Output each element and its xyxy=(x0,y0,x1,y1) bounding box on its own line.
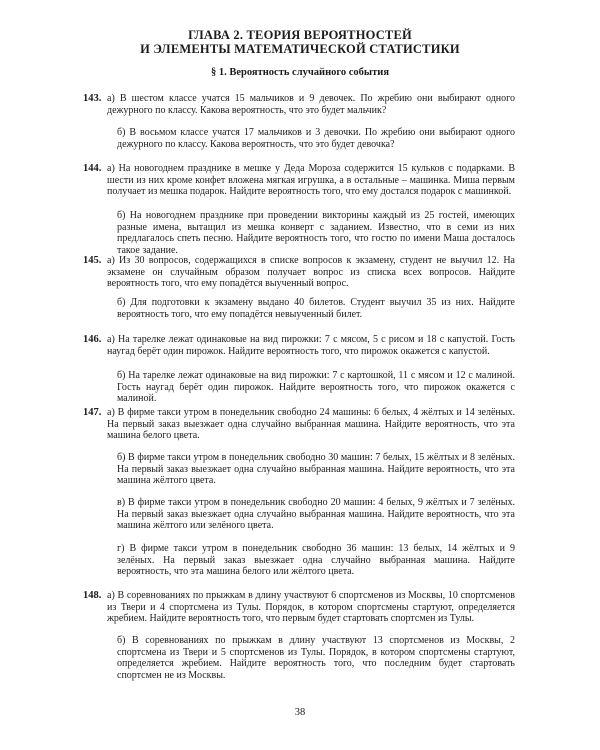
chapter-title xyxy=(0,28,600,56)
problem-number-144: 144. xyxy=(83,163,102,174)
problem-148-b: б) В соревнованиях по прыжкам в длину участвуют 13 спортсменов из Москвы, 2 спортсмена из Твери и 5 спортсменов из Тулы. Порядок, в котором спортсмены стартуют, определяется жребием. Найдите вероятность того, что последним будет стартовать спортсмен не из Москвы. xyxy=(117,635,515,681)
chapter-title-line1: ГЛАВА 2. ТЕОРИЯ ВЕРОЯТНОСТЕЙ xyxy=(188,28,412,42)
problem-147-c: в) В фирме такси утром в понедельник свободно 20 машин: 4 белых, 9 жёлтых и 7 зелёных. На первый заказ выезжает одна случайно выбранная машина. Найдите вероятность, что эта машина жёлтого или зелёного цвета. xyxy=(117,497,515,532)
problem-number-146: 146. xyxy=(83,334,102,345)
section-title: § 1. Вероятность случайного события xyxy=(210,67,389,78)
problem-146-b: б) На тарелке лежат одинаковые на вид пирожки: 7 с картошкой, 11 с мясом и 12 с малиной. Гость наугад берёт один пирожок. Найдите вероятность того, что пирожок окажется с малиной. xyxy=(117,370,515,405)
problem-144-b: б) На новогоднем празднике при проведении викторины каждый из 25 гостей, имеющих разные имена, вытащил из мешка конверт с заданием. Известно, что в семи из них предлагалось спеть песню. Найдите вероятность того, что гостю по имени Маша досталось такое задание. xyxy=(117,210,515,256)
problem-number-148: 148. xyxy=(83,590,102,601)
problem-number-147: 147. xyxy=(83,407,102,418)
problem-145-a: а) Из 30 вопросов, содержащихся в списке вопросов к экзамену, студент не выучил 12. На экзамене он случайным образом получает вопрос из списка всех вопросов. Найдите вероятность того, что ему попадётся выученный вопрос. xyxy=(107,255,515,290)
page-number: 38 xyxy=(294,707,306,718)
problem-147-d: г) В фирме такси утром в понедельник свободно 36 машин: 13 белых, 14 жёлтых и 9 зелёных. На первый заказ выезжает одна случайно выбранная машина. Найдите вероятность, что эта машина белого или жёлтого цвета. xyxy=(117,543,515,578)
problem-number-143: 143. xyxy=(83,93,102,104)
problem-number-145: 145. xyxy=(83,255,102,266)
problem-145-b: б) Для подготовки к экзамену выдано 40 билетов. Студент выучил 35 из них. Найдите вероятность того, что ему попадётся невыученный билет. xyxy=(117,297,515,320)
problem-143-a: а) В шестом классе учатся 15 мальчиков и 9 девочек. По жребию они выбирают одного дежурного по классу. Какова вероятность, что это будет мальчик? xyxy=(107,93,515,116)
problem-147-a: а) В фирме такси утром в понедельник свободно 24 машины: 6 белых, 4 жёлтых и 14 зелёных. На первый заказ выезжает одна случайно выбранная машина. Найдите вероятность, что эта машина белого цвета. xyxy=(107,407,515,442)
problem-146-a: а) На тарелке лежат одинаковые на вид пирожки: 7 с мясом, 5 с рисом и 18 с капустой. Гость наугад берёт один пирожок. Найдите вероятность того, что пирожок окажется с капустой. xyxy=(107,334,515,357)
problem-148-a: а) В соревнованиях по прыжкам в длину участвуют 6 спортсменов из Москвы, 10 спортсменов из Твери и 4 спортсмена из Тулы. Порядок, в котором спортсмены стартуют, определяется жребием. Найдите вероятность того, что первым будет стартовать спортсмен из Тулы. xyxy=(107,590,515,625)
problem-143-b: б) В восьмом классе учатся 17 мальчиков и 3 девочки. По жребию они выбирают одного дежурного по классу. Какова вероятность, что это будет девочка? xyxy=(117,127,515,150)
problem-147-b: б) В фирме такси утром в понедельник свободно 30 машин: 7 белых, 15 жёлтых и 8 зелёных. На первый заказ выезжает одна случайно выбранная машина. Найдите вероятность, что эта машина жёлтого цвета. xyxy=(117,452,515,487)
chapter-title-line2: И ЭЛЕМЕНТЫ МАТЕМАТИЧЕСКОЙ СТАТИСТИКИ xyxy=(140,42,460,56)
problem-144-a: а) На новогоднем празднике в мешке у Деда Мороза содержится 15 кульков с подарками. В шести из них кроме конфет вложена мягкая игрушка, а в остальные – машинка. Миша первым получает из мешка подарок. Найдите вероятность того, что ему достался подарок с машинкой. xyxy=(107,163,515,198)
